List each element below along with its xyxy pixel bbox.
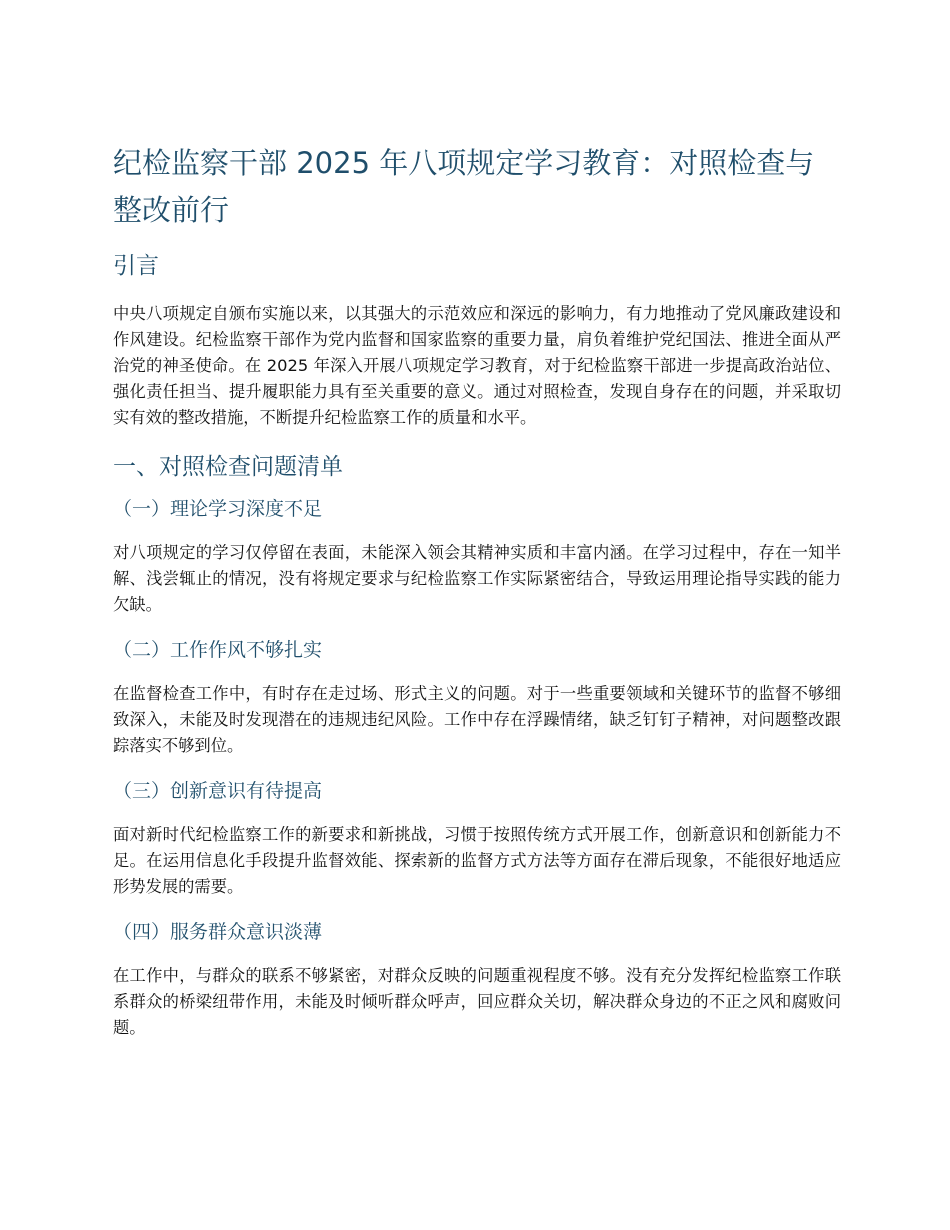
subsection-paragraph: 面对新时代纪检监察工作的新要求和新挑战，习惯于按照传统方式开展工作，创新意识和创新能力不足。在运用信息化手段提升监督效能、探索新的监督方式方法等方面存在滞后现象，不能很好地适应形势发展的需要。 xyxy=(113,825,841,896)
subsection-paragraph: 在监督检查工作中，有时存在走过场、形式主义的问题。对于一些重要领域和关键环节的监督不够细致深入，未能及时发现潜在的违规违纪风险。工作中存在浮躁情绪，缺乏钉钉子精神，对问题整改跟踪落实不够到位。 xyxy=(113,684,841,755)
subsection-theory-study xyxy=(113,495,841,618)
document-page xyxy=(113,140,841,1041)
intro-heading: 引言 xyxy=(113,253,159,279)
subsection-innovation xyxy=(113,777,841,900)
section-heading-checklist: 一、对照检查问题清单 xyxy=(113,454,343,480)
subsection-heading: （四）服务群众意识淡薄 xyxy=(113,921,323,943)
subsection-heading: （一）理论学习深度不足 xyxy=(113,498,323,520)
subsection-work-style xyxy=(113,636,841,759)
subsection-heading: （二）工作作风不够扎实 xyxy=(113,639,323,661)
subsection-heading: （三）创新意识有待提高 xyxy=(113,780,323,802)
intro-paragraph: 中央八项规定自颁布实施以来，以其强大的示范效应和深远的影响力，有力地推动了党风廉政建设和作风建设。纪检监察干部作为党内监督和国家监察的重要力量，肩负着维护党纪国法、推进全面从严治党的神圣使命。在 2025 年深入开展八项规定学习教育，对于纪检监察干部进一步提高政治站位、强化责任担当、提升履职能力具有至关重要的意义。通过对照检查，发现自身存在的问题，并采取切实有效的整改措施，不断提升纪检监察工作的质量和水平。 xyxy=(113,304,841,427)
subsection-paragraph: 对八项规定的学习仅停留在表面，未能深入领会其精神实质和丰富内涵。在学习过程中，存在一知半解、浅尝辄止的情况，没有将规定要求与纪检监察工作实际紧密结合，导致运用理论指导实践的能力欠缺。 xyxy=(113,543,841,614)
subsection-serve-public xyxy=(113,918,841,1041)
document-title: 纪检监察干部 2025 年八项规定学习教育：对照检查与整改前行 xyxy=(113,146,815,227)
subsection-paragraph: 在工作中，与群众的联系不够紧密，对群众反映的问题重视程度不够。没有充分发挥纪检监察工作联系群众的桥梁纽带作用，未能及时倾听群众呼声，回应群众关切，解决群众身边的不正之风和腐败问题。 xyxy=(113,966,841,1037)
